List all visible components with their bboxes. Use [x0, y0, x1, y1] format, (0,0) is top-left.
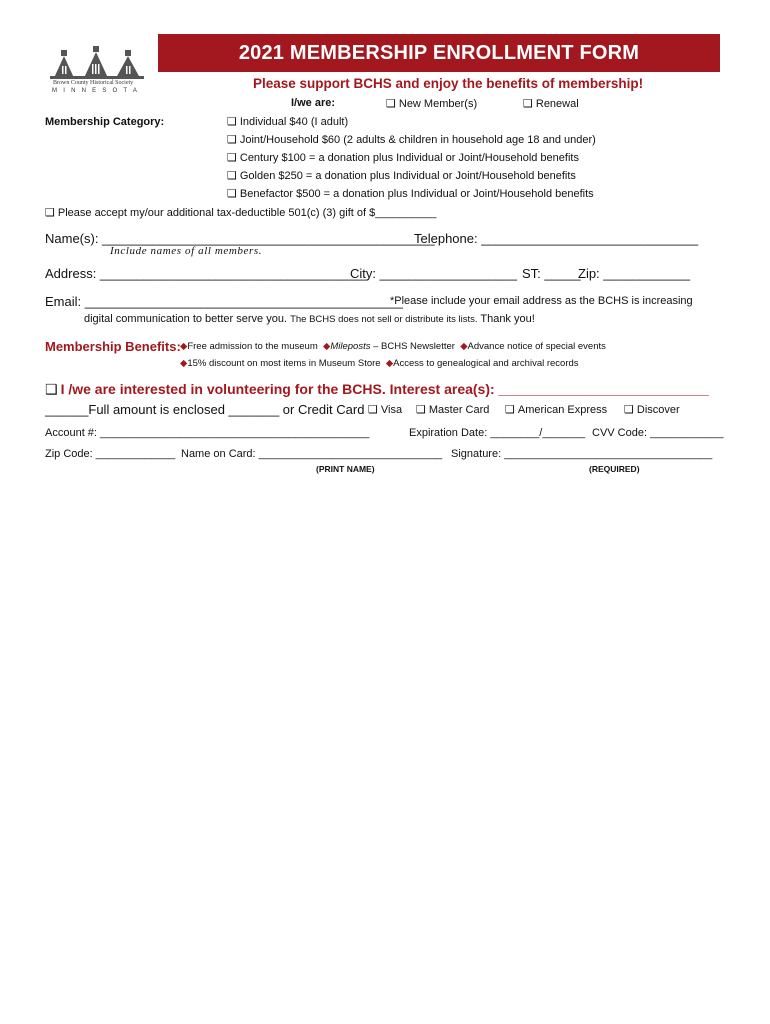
- membership-option-individual[interactable]: [227, 115, 348, 128]
- checkbox-icon[interactable]: ❑: [227, 152, 237, 164]
- benefits-label: Membership Benefits:: [45, 339, 181, 354]
- checkbox-icon[interactable]: ❑: [227, 134, 237, 146]
- diamond-icon: ◆: [323, 341, 331, 352]
- card-amex-option[interactable]: [505, 403, 607, 416]
- membership-option-label: Joint/Household $60 (2 adults & children in household age 18 and under): [239, 134, 596, 146]
- checkbox-icon[interactable]: ❑: [416, 404, 426, 416]
- diamond-icon: ◆: [460, 341, 468, 352]
- renewal-label: Renewal: [535, 98, 579, 110]
- email-note-part2: The BCHS does not sell or distribute its lists.: [290, 314, 478, 325]
- benefit-item: – BCHS Newsletter: [373, 341, 455, 352]
- membership-category-label: Membership Category:: [45, 116, 165, 128]
- cvv-field[interactable]: CVV Code: ____________: [592, 427, 724, 439]
- diamond-icon: ◆: [385, 358, 394, 369]
- checkbox-icon[interactable]: ❑: [505, 404, 515, 416]
- names-hint: Include names of all members.: [110, 245, 263, 257]
- names-field[interactable]: Name(s): ______________________________________________: [45, 231, 435, 246]
- card-label: Discover: [636, 404, 680, 416]
- email-field[interactable]: Email: ____________________________________________: [45, 294, 403, 309]
- expiration-date-field[interactable]: Expiration Date: ________/_______: [409, 427, 586, 439]
- card-mastercard-option[interactable]: [416, 403, 489, 416]
- benefit-item-italic: Mileposts: [330, 341, 371, 352]
- checkbox-icon[interactable]: ❑: [624, 404, 634, 416]
- telephone-field[interactable]: Telephone: ______________________________: [414, 231, 699, 246]
- diamond-icon: ◆: [180, 341, 188, 352]
- gift-option[interactable]: [45, 206, 436, 219]
- checkbox-icon[interactable]: ❑: [368, 404, 378, 416]
- checkbox-icon[interactable]: ❑: [45, 381, 58, 397]
- state-field[interactable]: ST: _____: [522, 266, 581, 281]
- card-label: Master Card: [428, 404, 490, 416]
- card-label: American Express: [517, 404, 608, 416]
- card-visa-option[interactable]: [368, 403, 402, 416]
- checkbox-icon[interactable]: ❑: [227, 116, 237, 128]
- account-number-field[interactable]: Account #: ____________________________________________: [45, 427, 370, 439]
- checkbox-icon[interactable]: ❑: [227, 188, 237, 200]
- zip-field[interactable]: Zip: ____________: [578, 266, 691, 281]
- logo-line2: MINNESOTA: [52, 88, 144, 94]
- name-on-card-field[interactable]: Name on Card: ______________________________: [181, 448, 443, 460]
- benefits-row1: [180, 341, 606, 352]
- membership-option-golden[interactable]: [227, 169, 576, 182]
- gift-label: Please accept my/our additional tax-deductible 501(c) (3) gift of $__________: [57, 207, 437, 219]
- card-zip-field[interactable]: Zip Code: _____________: [45, 448, 176, 460]
- benefit-item: Advance notice of special events: [467, 341, 606, 352]
- benefit-item: Access to genealogical and archival records: [393, 358, 579, 369]
- volunteer-label: I /we are interested in volunteering for the BCHS. Interest area(s): ___________________________: [60, 381, 709, 397]
- renewal-option[interactable]: [523, 97, 579, 110]
- required-note: (REQUIRED): [589, 464, 640, 474]
- new-member-option[interactable]: [386, 97, 477, 110]
- benefits-row2: [180, 358, 579, 369]
- checkbox-icon[interactable]: ❑: [45, 207, 55, 219]
- membership-option-benefactor[interactable]: [227, 187, 594, 200]
- membership-option-label: Individual $40 (I adult): [239, 116, 349, 128]
- we-are-label: I/we are:: [291, 97, 336, 109]
- print-name-note: (PRINT NAME): [316, 464, 375, 474]
- email-note: *Please include your email address as the BCHS is increasing: [390, 295, 693, 307]
- volunteer-option[interactable]: [45, 381, 709, 398]
- logo-line1: Brown County Historical Society: [53, 80, 134, 86]
- new-member-label: New Member(s): [398, 98, 478, 110]
- form-title: 2021 MEMBERSHIP ENROLLMENT FORM: [158, 34, 720, 72]
- card-discover-option[interactable]: [624, 403, 680, 416]
- checkbox-icon[interactable]: ❑: [386, 98, 396, 110]
- address-field[interactable]: Address: _____________________________________: [45, 266, 368, 281]
- email-note-line2: [84, 313, 535, 325]
- membership-option-joint[interactable]: [227, 133, 596, 146]
- form-subtitle: Please support BCHS and enjoy the benefits of membership!: [253, 76, 644, 91]
- city-field[interactable]: City: ___________________: [350, 266, 517, 281]
- card-label: Visa: [380, 404, 403, 416]
- email-note-part1: digital communication to better serve you.: [84, 313, 287, 325]
- membership-option-label: Century $100 = a donation plus Individual or Joint/Household benefits: [239, 152, 579, 164]
- payment-amount-field[interactable]: ______Full amount is enclosed _______ or Credit Card: [45, 402, 365, 417]
- email-note-part3: Thank you!: [480, 313, 535, 325]
- checkbox-icon[interactable]: ❑: [227, 170, 237, 182]
- membership-option-century[interactable]: [227, 151, 579, 164]
- membership-option-label: Golden $250 = a donation plus Individual or Joint/Household benefits: [239, 170, 576, 182]
- signature-field[interactable]: Signature: __________________________________: [451, 448, 713, 460]
- benefit-item: 15% discount on most items in Museum Store: [187, 358, 381, 369]
- diamond-icon: ◆: [180, 358, 188, 369]
- membership-option-label: Benefactor $500 = a donation plus Individual or Joint/Household benefits: [239, 188, 594, 200]
- checkbox-icon[interactable]: ❑: [523, 98, 533, 110]
- benefit-item: Free admission to the museum: [187, 341, 318, 352]
